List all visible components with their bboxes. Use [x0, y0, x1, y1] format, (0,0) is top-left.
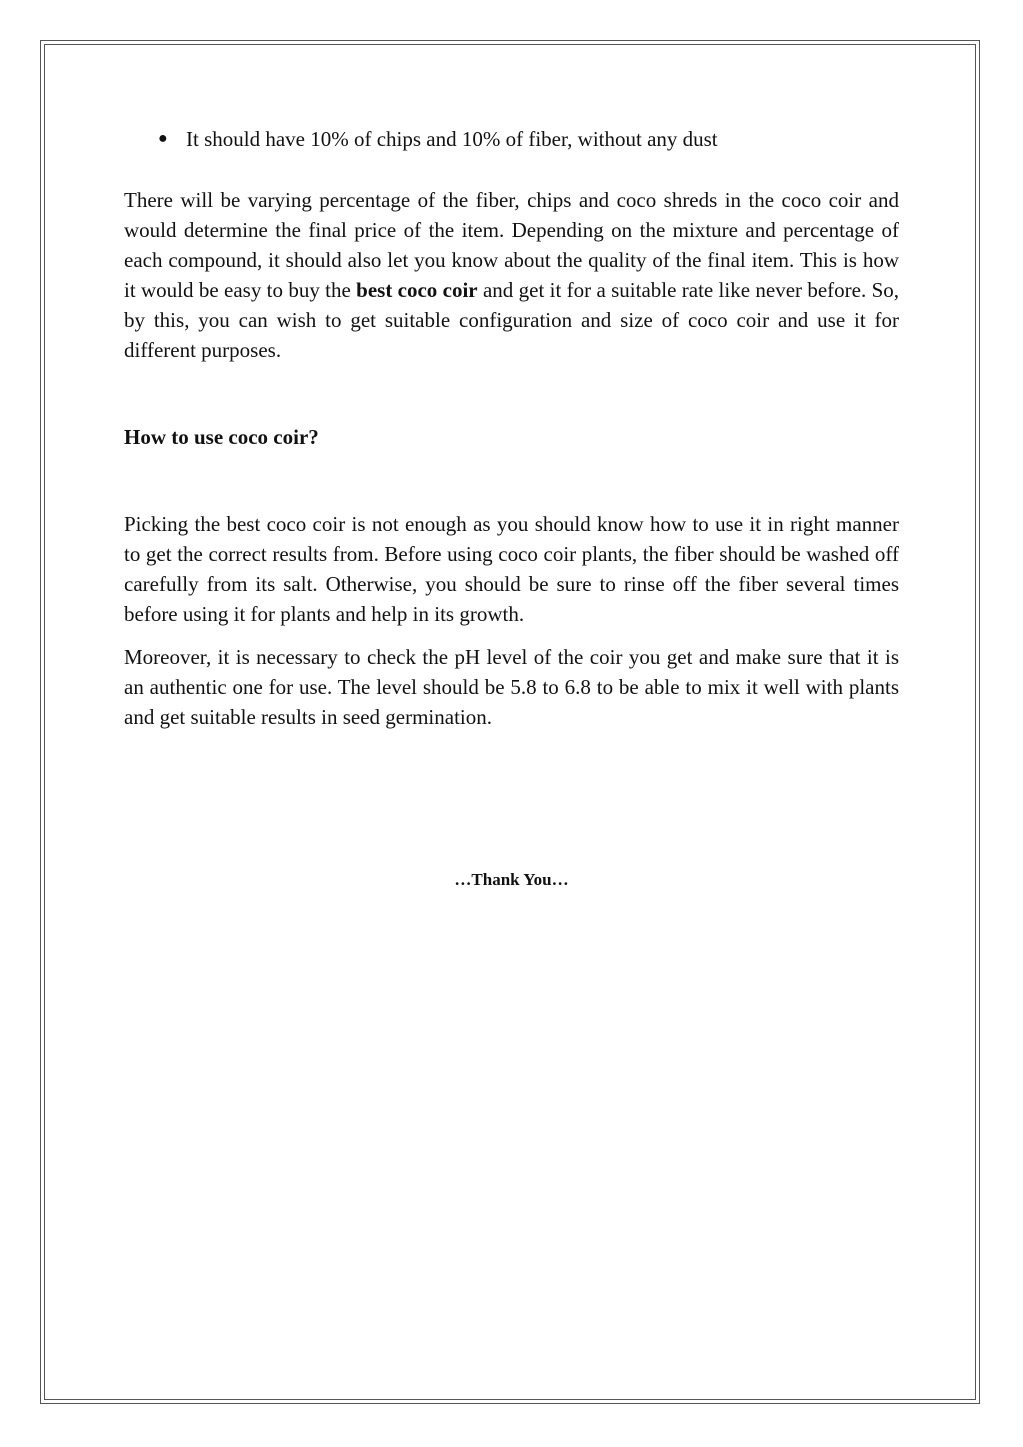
document-body	[124, 124, 899, 732]
paragraph-text: and get it for a suitable rate like never before. So, by this, you can wish to get suitable configuration and size of coco coir and use it for different purposes.	[124, 278, 899, 362]
paragraph-ph-level: Moreover, it is necessary to check the pH level of the coir you get and make sure that it is an authentic one for use. The level should be 5.8 to 6.8 to be able to mix it well with plants and get suitable results in seed germination.	[124, 645, 899, 729]
closing-text: …Thank You…	[454, 870, 569, 889]
bullet-dot-icon: ●	[158, 130, 168, 147]
bullet-item	[124, 124, 899, 154]
bullet-list	[124, 124, 899, 154]
bullet-text: It should have 10% of chips and 10% of fiber, without any dust	[186, 127, 718, 151]
section-heading: How to use coco coir?	[124, 425, 319, 449]
paragraph-coir-composition	[124, 185, 899, 365]
paragraph-text: There will be varying percentage of the fiber, chips and coco shreds in the coco coir and would determine the final price of the item. Depending on the mixture and percentage of each compound, it should also let you know about the quality of the final item. This is how it would be easy to buy the	[124, 188, 899, 302]
bold-keyword: best coco coir	[356, 278, 478, 302]
paragraph-usage: Picking the best coco coir is not enough as you should know how to use it in right manner to get the correct results from. Before using coco coir plants, the fiber should be washed off carefully from its salt. Otherwise, you should be sure to rinse off the fiber several times before using it for plants and help in its growth.	[124, 512, 899, 626]
